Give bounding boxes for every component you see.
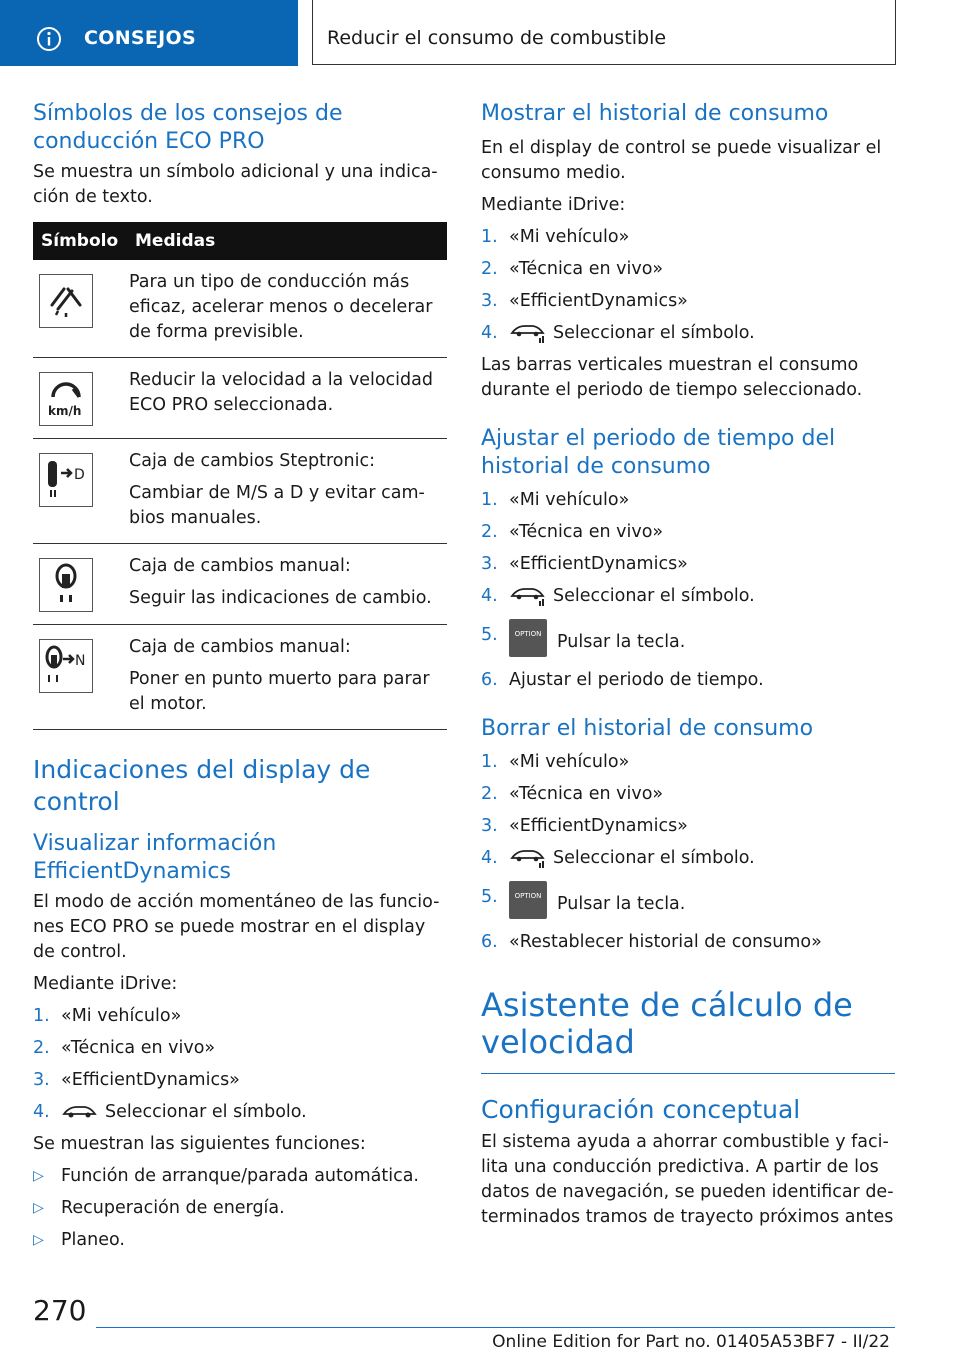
delete-heading: Borrar el historial de consumo <box>481 716 814 741</box>
list-item: 4. Seleccionar el símbolo. <box>481 586 755 606</box>
list-item: 4. Seleccionar el símbolo. <box>481 848 755 868</box>
adjust-heading: Ajustar el periodo de tiempo del historial de consumo <box>481 426 836 479</box>
display-heading: Indicaciones del display de control <box>33 755 371 816</box>
list-item: 1. «Mi vehículo» <box>481 490 630 510</box>
chapter-title: Reducir el consumo de combustible <box>327 27 667 49</box>
symbols-table <box>33 222 447 730</box>
table-row <box>33 439 447 544</box>
table-header-row <box>33 222 447 260</box>
table-cell-text: Caja de cambios Steptronic: <box>129 451 375 471</box>
svg-text:N: N <box>75 653 86 669</box>
visual-text: El modo de acción momentáneo de las funcio-nes ECO PRO se puede mostrar en el display de control. <box>33 892 440 962</box>
list-item: 2. «Técnica en vivo» <box>481 259 664 279</box>
list-item: 1. «Mi vehículo» <box>33 1006 182 1026</box>
gear-shift-icon <box>39 558 93 612</box>
col-symbol-header: Símbolo <box>33 222 129 260</box>
list-item: 3. «EfficientDynamics» <box>33 1070 240 1090</box>
table-cell-text: Poner en punto muerto para parar el motor. <box>129 669 430 714</box>
option-button-icon: OPTION <box>509 619 547 657</box>
list-item: ▷ Función de arranque/parada automática. <box>33 1166 419 1186</box>
section-label: CONSEJOS <box>84 27 196 49</box>
option-button-icon: OPTION <box>509 881 547 919</box>
via-idrive: Mediante iDrive: <box>33 974 178 994</box>
history-after: Las barras verticales muestran el consumo durante el periodo de tiempo seleccionado. <box>481 355 863 400</box>
page-number: 270 <box>33 1294 87 1327</box>
list-item: 3. «EfficientDynamics» <box>481 554 688 574</box>
speed-assistant-heading: Asistente de cálculo de velocidad <box>481 986 853 1061</box>
list-item: 3. «EfficientDynamics» <box>481 291 688 311</box>
eco-driving-icon <box>39 274 93 328</box>
col-measures-header: Medidas <box>129 222 447 260</box>
list-item: ▷ Planeo. <box>33 1230 125 1250</box>
list-item: 6. Ajustar el periodo de tiempo. <box>481 670 764 690</box>
list-item: 4. Seleccionar el símbolo. <box>33 1102 307 1122</box>
via-idrive: Mediante iDrive: <box>481 195 626 215</box>
list-item: 4. Seleccionar el símbolo. <box>481 323 755 343</box>
table-row <box>33 625 447 730</box>
footer-edition: Online Edition for Part no. 01405A53BF7 - II/22 <box>492 1332 890 1352</box>
section-tab <box>0 0 298 66</box>
list-item: 2. «Técnica en vivo» <box>481 522 664 542</box>
chapter-tab <box>312 0 896 65</box>
footer-rule <box>96 1327 895 1328</box>
svg-text:km/h: km/h <box>48 404 82 418</box>
table-cell-text: Caja de cambios manual: <box>129 637 351 657</box>
list-item: 5. OPTION Pulsar la tecla. <box>481 623 895 661</box>
efficient-dynamics-icon <box>61 1102 99 1122</box>
table-cell-text: Caja de cambios manual: <box>129 556 351 576</box>
list-item: 6. «Restablecer historial de consumo» <box>481 932 822 952</box>
page-header <box>0 0 960 66</box>
gear-shift-d-icon <box>39 453 93 507</box>
history-steps <box>481 225 895 346</box>
eco-heading: Símbolos de los consejos de conducción ECO PRO <box>33 101 343 154</box>
list-item: 2. «Técnica en vivo» <box>481 784 664 804</box>
list-item: 3. «EfficientDynamics» <box>481 816 688 836</box>
table-cell-text: Cambiar de M/S a D y evitar cam-bios manuales. <box>129 483 425 528</box>
list-item: 5. OPTION Pulsar la tecla. <box>481 885 895 923</box>
concept-text: El sistema ayuda a ahorrar combustible y faci-lita una conducción predictiva. A partir de los datos de navegación, se pueden identificar de-terminados tramos de trayecto próximos antes <box>481 1132 894 1227</box>
delete-steps <box>481 750 895 955</box>
right-column <box>481 96 895 1230</box>
history-heading: Mostrar el historial de consumo <box>481 101 829 126</box>
list-item: 1. «Mi vehículo» <box>481 227 630 247</box>
table-cell-text: Seguir las indicaciones de cambio. <box>129 588 432 608</box>
gear-shift-n-icon <box>39 639 93 693</box>
info-icon <box>32 24 70 62</box>
consumption-history-icon <box>509 847 547 869</box>
svg-text:D: D <box>74 467 85 483</box>
list-item: 1. «Mi vehículo» <box>481 752 630 772</box>
section-rule <box>481 1073 895 1074</box>
consumption-history-icon <box>509 585 547 607</box>
table-cell-text: Reducir la velocidad a la velocidad ECO PRO seleccionada. <box>129 370 433 415</box>
visual-steps <box>33 1004 447 1125</box>
eco-intro: Se muestra un símbolo adicional y una indica-ción de texto. <box>33 162 438 207</box>
list-item: 2. «Técnica en vivo» <box>33 1038 216 1058</box>
table-row <box>33 358 447 439</box>
concept-heading: Configuración conceptual <box>481 1095 801 1124</box>
list-item: ▷ Recuperación de energía. <box>33 1198 285 1218</box>
functions-intro: Se muestran las siguientes funciones: <box>33 1134 366 1154</box>
functions-list <box>33 1164 447 1253</box>
visual-heading: Visualizar información EfficientDynamics <box>33 831 277 884</box>
table-row <box>33 544 447 625</box>
left-column <box>33 96 447 1253</box>
consumption-history-icon <box>509 322 547 344</box>
history-text: En el display de control se puede visualizar el consumo medio. <box>481 138 882 183</box>
table-cell-text: Para un tipo de conducción más eficaz, acelerar menos o decelerar de forma previsible. <box>129 272 433 342</box>
table-row <box>33 260 447 358</box>
speed-kmh-icon <box>39 372 93 426</box>
adjust-steps <box>481 488 895 693</box>
